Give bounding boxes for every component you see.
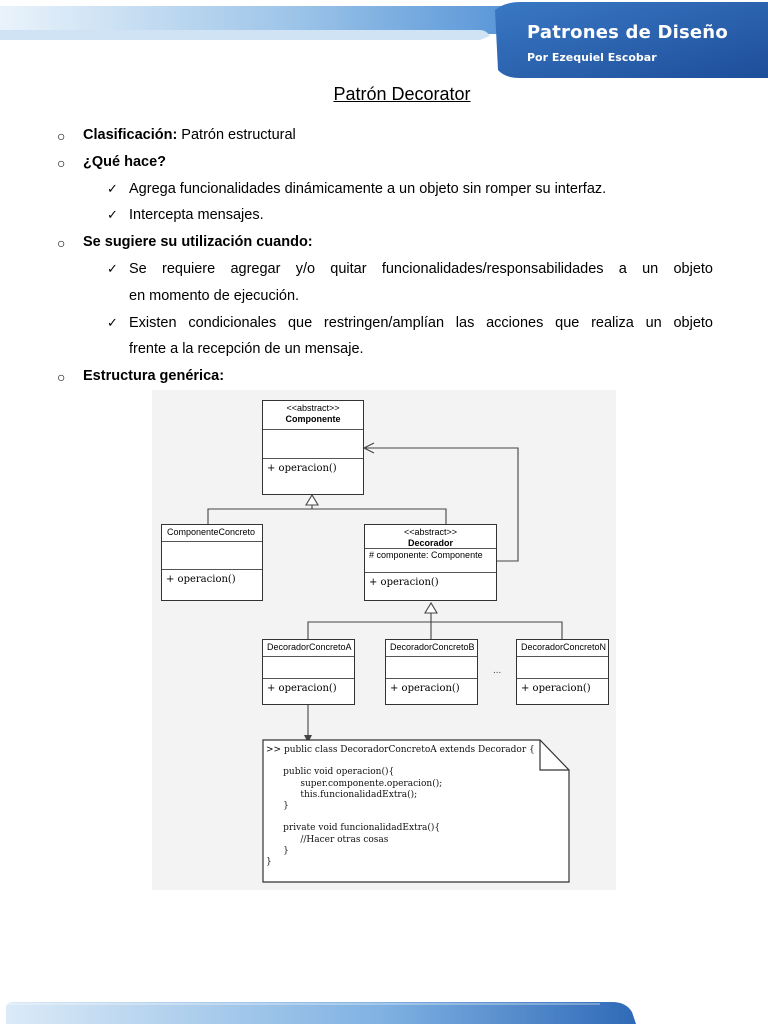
- utilizacion-item-1-line-2: en momento de ejecución.: [129, 288, 300, 304]
- class-decorador-concreto-n-name: DecoradorConcretoN: [517, 640, 608, 657]
- header-banner: [0, 0, 768, 80]
- class-decorador-concreto-n-attributes: [517, 657, 608, 679]
- class-componente-concreto-operation: + operacion(): [166, 574, 236, 585]
- class-componente-attributes: [263, 430, 363, 459]
- class-decorador-name: Decorador: [407, 538, 453, 548]
- inheritance-arrow: [425, 603, 437, 613]
- header-title: Patrones de Diseño: [527, 22, 728, 43]
- inheritance-arrow: [306, 495, 318, 505]
- que-hace-item: Agrega funcionalidades dinámicamente a un objeto sin romper su interfaz.: [129, 181, 607, 197]
- check-icon: ✓: [107, 182, 118, 197]
- class-componente-stereotype: <<abstract>>: [286, 403, 340, 413]
- class-decorador-attribute: # componente: Componente: [365, 549, 496, 573]
- ellipsis: ...: [493, 665, 502, 676]
- class-componente-concreto-name: ComponenteConcreto: [162, 525, 262, 542]
- check-icon: ✓: [107, 208, 118, 223]
- class-decorador-concreto-a-name: DecoradorConcretoA: [263, 640, 354, 657]
- class-decorador: [364, 524, 497, 601]
- class-decorador-concreto-b-operation: + operacion(): [390, 683, 460, 694]
- class-decorador-concreto-a-operation: + operacion(): [267, 683, 337, 694]
- utilizacion-item-2-line-2: frente a la recepción de un mensaje.: [129, 341, 364, 357]
- class-decorador-concreto-b: [385, 639, 478, 705]
- code-note-text: >> public class DecoradorConcretoA extends Decorador { public void operacion(){ super.componente.operacion(); this.funcionalidadExtra(); } private void funcionalidadExtra(){ //Hacer otras cosas } }: [266, 745, 535, 868]
- que-hace-label: ¿Qué hace?: [83, 154, 166, 170]
- bullet-icon: ○: [57, 155, 66, 171]
- class-componente-concreto: [161, 524, 263, 601]
- que-hace-item: Intercepta mensajes.: [129, 207, 264, 223]
- page-title: Patrón Decorator: [333, 84, 471, 104]
- bullet-icon: ○: [57, 369, 66, 385]
- class-componente-header: [263, 401, 363, 430]
- class-componente-concreto-attributes: [162, 542, 262, 570]
- class-decorador-operation: + operacion(): [369, 577, 439, 588]
- class-decorador-concreto-n-operation: + operacion(): [521, 683, 591, 694]
- header-subtitle: Por Ezequiel Escobar: [527, 51, 657, 64]
- class-decorador-concreto-b-attributes: [386, 657, 477, 679]
- class-decorador-concreto-n: [516, 639, 609, 705]
- uml-diagram: [152, 390, 616, 890]
- footer-band-shape: [0, 998, 768, 1024]
- utilizacion-label: Se sugiere su utilización cuando:: [83, 234, 313, 250]
- check-icon: ✓: [107, 316, 118, 331]
- check-icon: ✓: [107, 262, 118, 277]
- utilizacion-item-2-line-1: Existen condicionales que restringen/amplían las acciones que realiza un objeto: [129, 315, 713, 331]
- class-decorador-concreto-b-name: DecoradorConcretoB: [386, 640, 477, 657]
- bullet-icon: ○: [57, 128, 66, 144]
- class-componente-operation: + operacion(): [267, 463, 337, 474]
- class-decorador-stereotype: <<abstract>>: [403, 527, 458, 537]
- clasificacion-line: [83, 127, 296, 143]
- footer-band: [0, 998, 768, 1024]
- class-componente-name: Componente: [285, 414, 341, 424]
- estructura-label: Estructura genérica:: [83, 368, 225, 384]
- clasificacion-value: Patrón estructural: [177, 127, 296, 143]
- clasificacion-label: Clasificación:: [83, 127, 178, 143]
- bullet-icon: ○: [57, 235, 66, 251]
- class-decorador-header: [365, 525, 496, 549]
- class-decorador-concreto-a-attributes: [263, 657, 354, 679]
- class-componente: [262, 400, 364, 495]
- utilizacion-item-1-line-1: Se requiere agregar y/o quitar funcionalidades/responsabilidades a un objeto: [129, 261, 713, 277]
- class-decorador-concreto-a: [262, 639, 355, 705]
